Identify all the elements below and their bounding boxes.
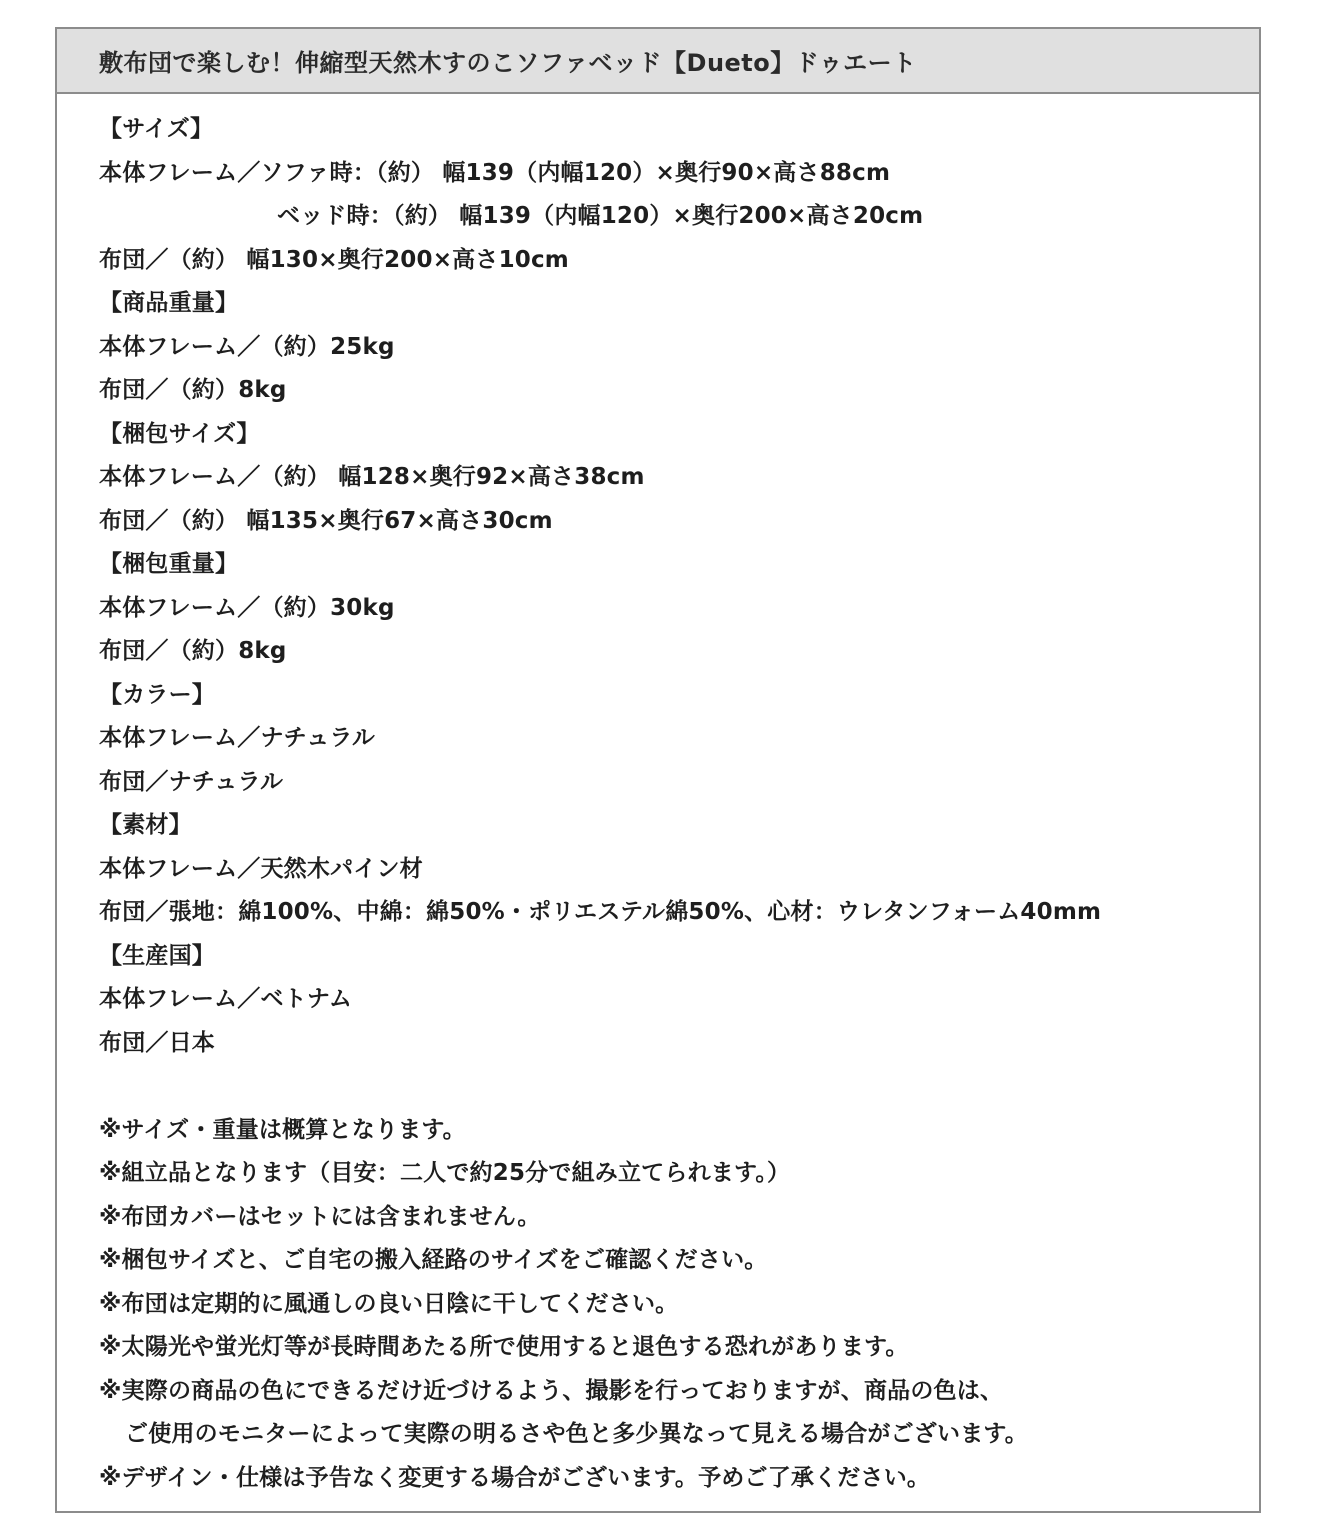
origin-heading: 【生産国】 — [99, 942, 215, 969]
weight-frame: 本体フレーム／（約）25kg — [99, 333, 395, 360]
note-7-line-2: ご使用のモニターによって実際の明るさや色と多少異なって見える場合がございます。 — [125, 1421, 1028, 1447]
size-futon: 布団／（約） 幅130×奥行200×高さ10cm — [99, 246, 569, 273]
note-3: ※布団カバーはセットには含まれません。 — [99, 1203, 541, 1230]
material-frame: 本体フレーム／天然木パイン材 — [99, 855, 423, 882]
size-heading: 【サイズ】 — [99, 116, 214, 142]
note-7-line-1: ※実際の商品の色にできるだけ近づけるよう、撮影を行っておりますが、商品の色は、 — [99, 1377, 1004, 1404]
spec-panel — [55, 27, 1261, 1513]
note-6: ※太陽光や蛍光灯等が長時間あたる所で使用すると退色する恐れがあります。 — [99, 1334, 909, 1360]
note-1: ※サイズ・重量は概算となります。 — [99, 1116, 466, 1143]
weight-heading: 【商品重量】 — [99, 290, 239, 316]
pack-size-heading: 【梱包サイズ】 — [99, 420, 260, 447]
origin-frame: 本体フレーム／ベトナム — [99, 986, 353, 1012]
note-2: ※組立品となります（目安：二人で約25分で組み立てられます。） — [99, 1160, 791, 1186]
pack-weight-frame: 本体フレーム／（約）30kg — [99, 594, 395, 621]
note-8: ※デザイン・仕様は予告なく変更する場合がございます。予めご了承ください。 — [99, 1464, 931, 1491]
panel-title: 敷布団で楽しむ！伸縮型天然木すのこソファベッド【Dueto】ドゥエート — [57, 29, 1259, 94]
color-heading: 【カラー】 — [99, 681, 215, 708]
color-frame: 本体フレーム／ナチュラル — [99, 725, 376, 751]
spec-body — [57, 94, 1259, 1500]
pack-size-frame: 本体フレーム／（約） 幅128×奥行92×高さ38cm — [99, 464, 645, 490]
pack-size-futon: 布団／（約） 幅135×奥行67×高さ30cm — [99, 507, 553, 534]
note-5: ※布団は定期的に風通しの良い日陰に干してください。 — [99, 1290, 679, 1317]
section-spacer — [99, 1065, 1259, 1109]
size-frame-bed: ベッド時：（約） 幅139（内幅120）×奥行200×高さ20cm — [277, 203, 924, 229]
pack-weight-futon: 布団／（約）8kg — [99, 638, 287, 664]
origin-futon: 布団／日本 — [99, 1029, 215, 1056]
note-4: ※梱包サイズと、ご自宅の搬入経路のサイズをご確認ください。 — [99, 1247, 768, 1273]
material-heading: 【素材】 — [99, 812, 192, 838]
weight-futon: 布団／（約）8kg — [99, 377, 287, 403]
pack-weight-heading: 【梱包重量】 — [99, 551, 239, 577]
color-futon: 布団／ナチュラル — [99, 768, 284, 795]
size-frame-sofa: 本体フレーム／ソファ時：（約） 幅139（内幅120）×奥行90×高さ88cm — [99, 159, 891, 186]
material-futon: 布団／張地：綿100%、中綿：綿50%・ポリエステル綿50%、心材：ウレタンフォーム40mm — [99, 899, 1102, 925]
